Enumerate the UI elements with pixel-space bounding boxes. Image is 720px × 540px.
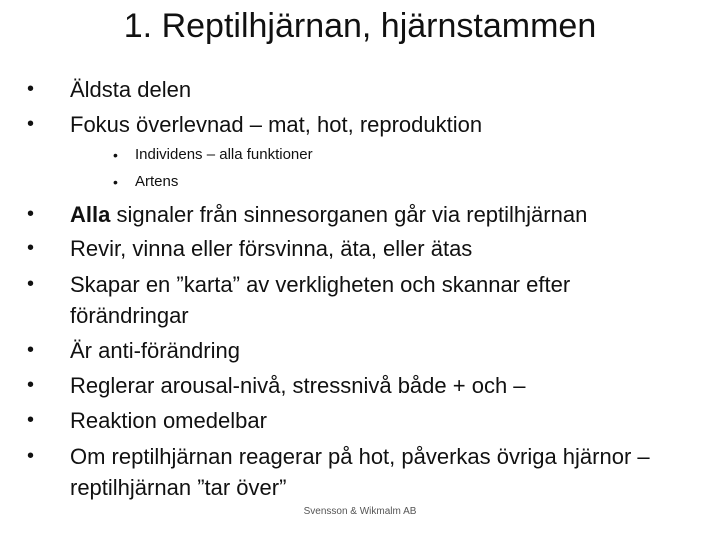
slide-title: 1. Reptilhjärnan, hjärnstammen (123, 7, 597, 45)
list-item-text (70, 199, 680, 230)
emphasis-text: Alla (70, 202, 111, 227)
list-item-text: Reglerar arousal-nivå, stressnivå både + och – (70, 373, 526, 398)
list-item-text: Revir, vinna eller försvinna, äta, eller ätas (70, 236, 473, 261)
bullet-icon: • (113, 174, 118, 190)
list-item-text: Skapar en ”karta” av verkligheten och skannar efter förändringar (70, 272, 571, 328)
bullet-icon: • (27, 203, 35, 225)
footer-text: Svensson & Wikmalm AB (303, 506, 417, 517)
bullet-icon: • (27, 445, 35, 467)
bullet-icon: • (27, 339, 35, 361)
bullet-icon: • (27, 113, 35, 135)
bullet-icon: • (27, 409, 35, 431)
sub-list-item-text: Individens – alla funktioner (135, 146, 313, 163)
list-item-rest: signaler från sinnesorganen går via reptilhjärnan (110, 202, 588, 227)
list-item-text: Reaktion omedelbar (70, 408, 267, 433)
list-item-text: Äldsta delen (70, 77, 192, 102)
bullet-icon: • (27, 78, 35, 100)
bullet-icon: • (27, 374, 35, 396)
bullet-icon: • (27, 237, 35, 259)
list-item-text: Fokus överlevnad – mat, hot, reproduktion (70, 112, 483, 137)
bullet-icon: • (27, 273, 35, 295)
list-item-text: Är anti-förändring (70, 338, 240, 363)
bullet-icon: • (113, 147, 118, 163)
list-item-text: Om reptilhjärnan reagerar på hot, påverkas övriga hjärnor – reptilhjärnan ”tar över” (70, 444, 650, 500)
sub-list-item-text: Artens (135, 173, 179, 190)
